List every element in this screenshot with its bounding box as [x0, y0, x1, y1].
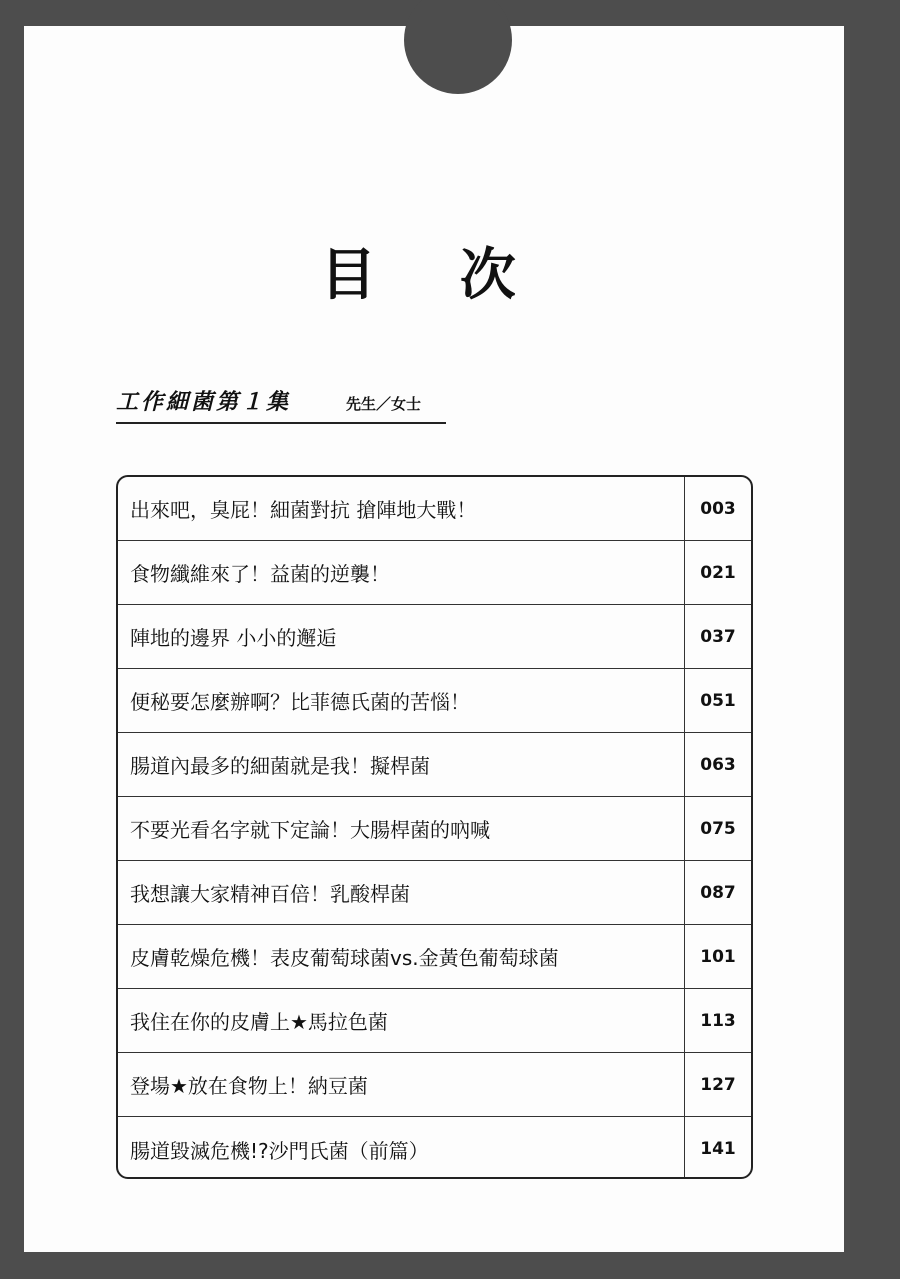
toc-row[interactable] [118, 989, 751, 1053]
toc-row[interactable] [118, 1053, 751, 1117]
toc-row[interactable] [118, 605, 751, 669]
toc-page-number: 127 [684, 1053, 751, 1116]
toc-chapter-title: 食物纖維來了！益菌的逆襲！ [130, 562, 390, 586]
toc-row[interactable] [118, 733, 751, 797]
volume-subtitle: 先生／女士 [346, 395, 422, 413]
toc-page-number: 021 [684, 541, 751, 604]
toc-chapter-title: 腸道內最多的細菌就是我！擬桿菌 [130, 754, 430, 778]
toc-page-number: 037 [684, 605, 751, 668]
toc-chapter-title: 我住在你的皮膚上★馬拉色菌 [130, 1010, 388, 1034]
volume-heading [116, 382, 446, 424]
toc-page-number: 113 [684, 989, 751, 1052]
toc-chapter-title: 登場★放在食物上！納豆菌 [130, 1074, 368, 1098]
toc-chapter-title: 不要光看名字就下定論！大腸桿菌的吶喊 [130, 818, 490, 842]
page-title: 目 次 [320, 243, 548, 308]
toc-chapter-title: 腸道毀滅危機!?沙門氏菌（前篇） [130, 1138, 429, 1163]
toc-row[interactable] [118, 1117, 751, 1179]
toc-page-number: 087 [684, 861, 751, 924]
toc-page-number: 051 [684, 669, 751, 732]
toc-chapter-title: 陣地的邊界 小小的邂逅 [130, 626, 337, 650]
page-notch [404, 0, 512, 94]
toc-page-number: 101 [684, 925, 751, 988]
toc-row[interactable] [118, 669, 751, 733]
toc-chapter-title: 皮膚乾燥危機！表皮葡萄球菌vs.金黃色葡萄球菌 [130, 946, 559, 970]
toc-page-number: 003 [684, 477, 751, 540]
toc-row[interactable] [118, 925, 751, 989]
toc-row[interactable] [118, 861, 751, 925]
toc-row[interactable] [118, 541, 751, 605]
toc-page-number: 141 [684, 1117, 751, 1179]
toc-row[interactable] [118, 797, 751, 861]
toc-chapter-title: 出來吧，臭屁！細菌對抗 搶陣地大戰！ [130, 498, 477, 522]
toc-page-number: 075 [684, 797, 751, 860]
page [24, 26, 844, 1252]
toc-page-number: 063 [684, 733, 751, 796]
toc-chapter-title: 我想讓大家精神百倍！乳酸桿菌 [130, 882, 410, 906]
toc-chapter-title: 便秘要怎麼辦啊？比菲德氏菌的苦惱！ [130, 690, 470, 714]
volume-title: 工作細菌第１集 [116, 390, 292, 415]
toc-row[interactable] [118, 477, 751, 541]
toc-table [116, 475, 753, 1179]
